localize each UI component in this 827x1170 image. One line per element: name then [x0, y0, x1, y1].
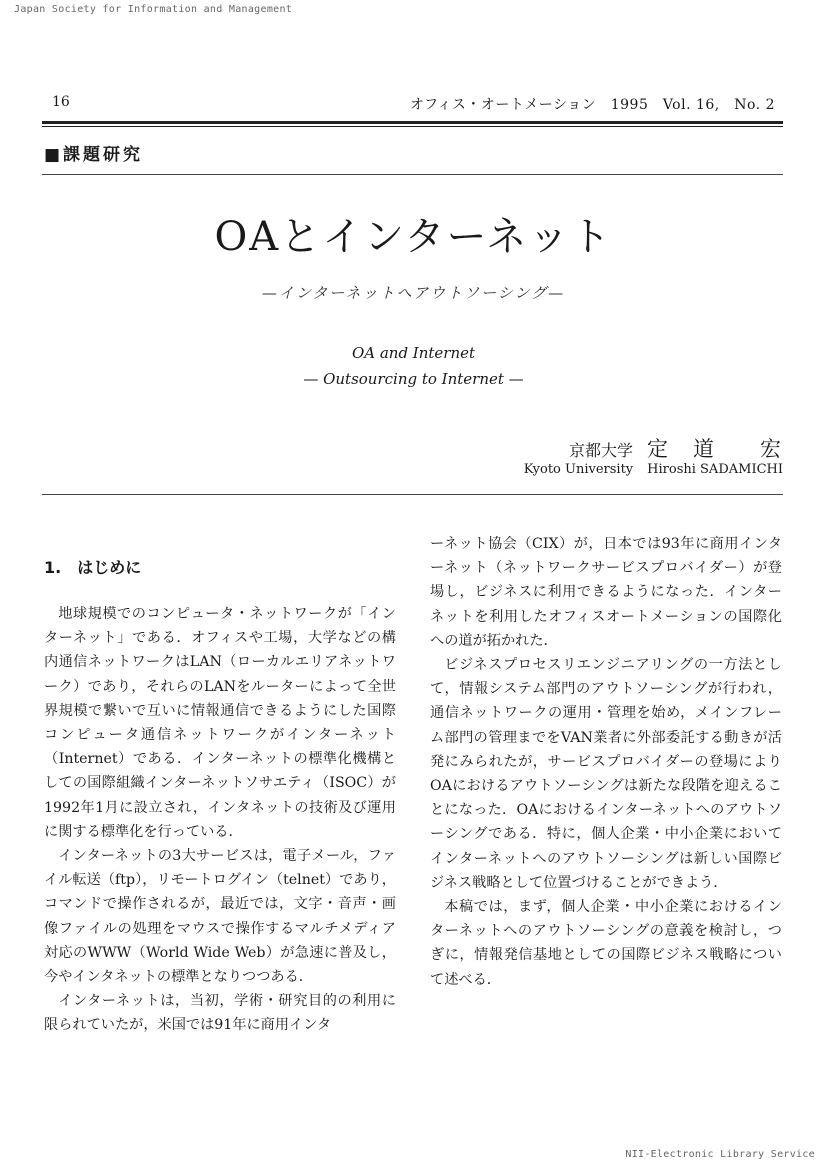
author-ja [569, 433, 783, 463]
right-paragraph-3: 本稿では，まず，個人企業・中小企業におけるインターネットへのアウトソーシングの意義を検討し，つぎに，情報発信基地としての国際ビジネス戦略について述べる． [430, 899, 782, 988]
page-title: OAとインターネット [214, 214, 613, 260]
left-paragraph-2: インターネットの3大サービスは，電子メール，ファイル転送（ftp），リモートログイン（telnet）であり，コマンドで操作されるが，最近では，文字・音声・画像ファイルの処理をマウスで操作するマルチメディア対応のWWW（World Wide Web）が急速に普及し，今やインタネットの標準となりつつある． [44, 848, 396, 986]
header-rule-thin [42, 126, 783, 127]
left-paragraph-1: 地球規模でのコンピュータ・ネットワークが「インターネット」である．オフィスや工場，大学などの構内通信ネットワークはLAN（ローカルエリアネットワーク）であり，それらのLANをルーターによって全世界規模で繋いで互いに情報通信できるようにした国際コンピュータ通信ネットワークがインターネット（Internet）である．インターネットの標準化機構としての国際組織インターネットソサエティ（ISOC）が1992年1月に設立され，インタネットの技術及び運用に関する標準化を行っている． [44, 606, 396, 840]
section-heading: 1. はじめに [44, 558, 142, 577]
section-label: ■課題研究 [44, 145, 144, 165]
right-paragraph-2: ビジネスプロセスリエンジニアリングの一方法として，情報システム部門のアウトソーシングが行われ，通信ネットワークの運用・管理を始め，メインフレーム部門の管理までをVAN業者に外部委託する動きが活発にみられたが，サービスプロバイダーの登場によりOAにおけるアウトソーシングは新たな段階を迎えることになった．OAにおけるインターネットへのアウトソーシングである．特に，個人企業・中小企業においてインターネットへのアウトソーシングは新しい国際ビジネス戦略として位置づけることができよう． [430, 657, 782, 891]
header-rule-thick [42, 121, 783, 124]
author-family-name-ja: 定 道 [647, 437, 716, 461]
running-header: オフィス・オートメーション 1995 Vol. 16, No. 2 [409, 97, 775, 113]
watermark-bottom: NII-Electronic Library Service [625, 1149, 815, 1160]
right-column [430, 532, 782, 992]
author-rule [42, 494, 783, 495]
left-column [44, 602, 396, 1038]
watermark-top: Japan Society for Information and Management [14, 4, 293, 15]
english-subtitle: — Outsourcing to Internet — [303, 370, 524, 388]
page-subtitle: —インターネットへアウトソーシング— [261, 284, 566, 302]
section-rule [42, 174, 783, 175]
author-affiliation-en: Kyoto University [523, 462, 634, 477]
author-given-name-ja: 宏 [760, 437, 783, 461]
page-number: 16 [52, 94, 70, 110]
right-paragraph-1: ーネット協会（CIX）が，日本では93年に商用インターネット（ネットワークサービスプロバイダー）が登場し，ビジネスに利用できるようになった．インターネットを利用したオフィスオートメーションの国際化への道が拓かれた． [430, 536, 782, 649]
author-affiliation-ja: 京都大学 [568, 441, 633, 460]
author-en [524, 462, 783, 477]
english-title: OA and Internet [351, 344, 476, 362]
author-name-en: Hiroshi SADAMICHI [647, 462, 783, 477]
left-paragraph-3: インターネットは，当初，学術・研究目的の利用に限られていたが，米国では91年に商用インタ [44, 993, 396, 1034]
